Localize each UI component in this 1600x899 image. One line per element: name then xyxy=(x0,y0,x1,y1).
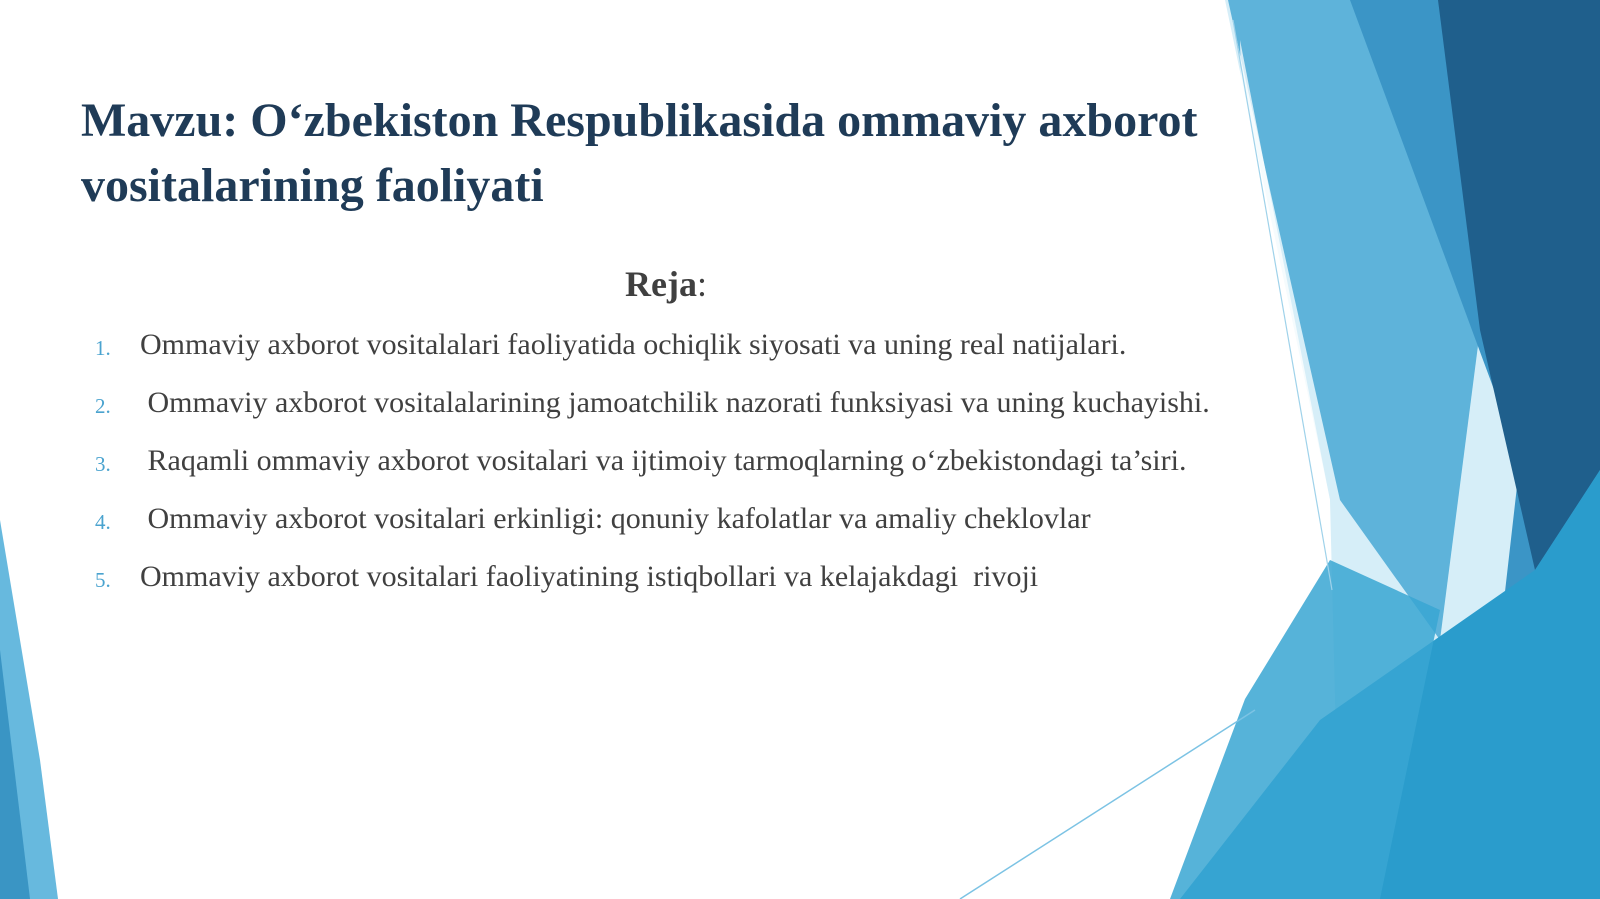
plan-item-number: 4. xyxy=(95,510,111,534)
plan-item-number: 2. xyxy=(95,394,111,418)
plan-item-text: Ommaviy axborot vositalalari faoliyatida ochiqlik siyosati va uning real natijalari. xyxy=(140,328,1127,361)
plan-heading xyxy=(81,262,1251,306)
plan-item-number: 5. xyxy=(95,568,111,592)
plan-item-4 xyxy=(95,499,1255,539)
plan-item-3 xyxy=(95,441,1255,481)
plan-item-2 xyxy=(95,383,1255,423)
plan-heading-word: Reja xyxy=(625,264,697,304)
plan-item-number: 1. xyxy=(95,336,111,360)
plan-list xyxy=(95,325,1255,615)
plan-item-text: Ommaviy axborot vositalari erkinligi: qonuniy kafolatlar va amaliy cheklovlar xyxy=(140,502,1091,535)
plan-item-1 xyxy=(95,325,1255,365)
plan-item-text: Ommaviy axborot vositalari faoliyatining istiqbollari va kelajakdagi rivoji xyxy=(140,560,1039,593)
plan-item-number: 3. xyxy=(95,452,111,476)
plan-item-text: Ommaviy axborot vositalalarining jamoatchilik nazorati funksiyasi va uning kuchayishi. xyxy=(140,386,1210,419)
slide-title: Mavzu: O‘zbekiston Respublikasida ommaviy axborot vositalarining faoliyati xyxy=(81,94,1198,212)
plan-item-5 xyxy=(95,557,1255,597)
plan-item-text: Raqamli ommaviy axborot vositalari va ijtimoiy tarmoqlarning o‘zbekistondagi ta’siri. xyxy=(140,444,1187,477)
plan-heading-colon: : xyxy=(696,264,707,304)
